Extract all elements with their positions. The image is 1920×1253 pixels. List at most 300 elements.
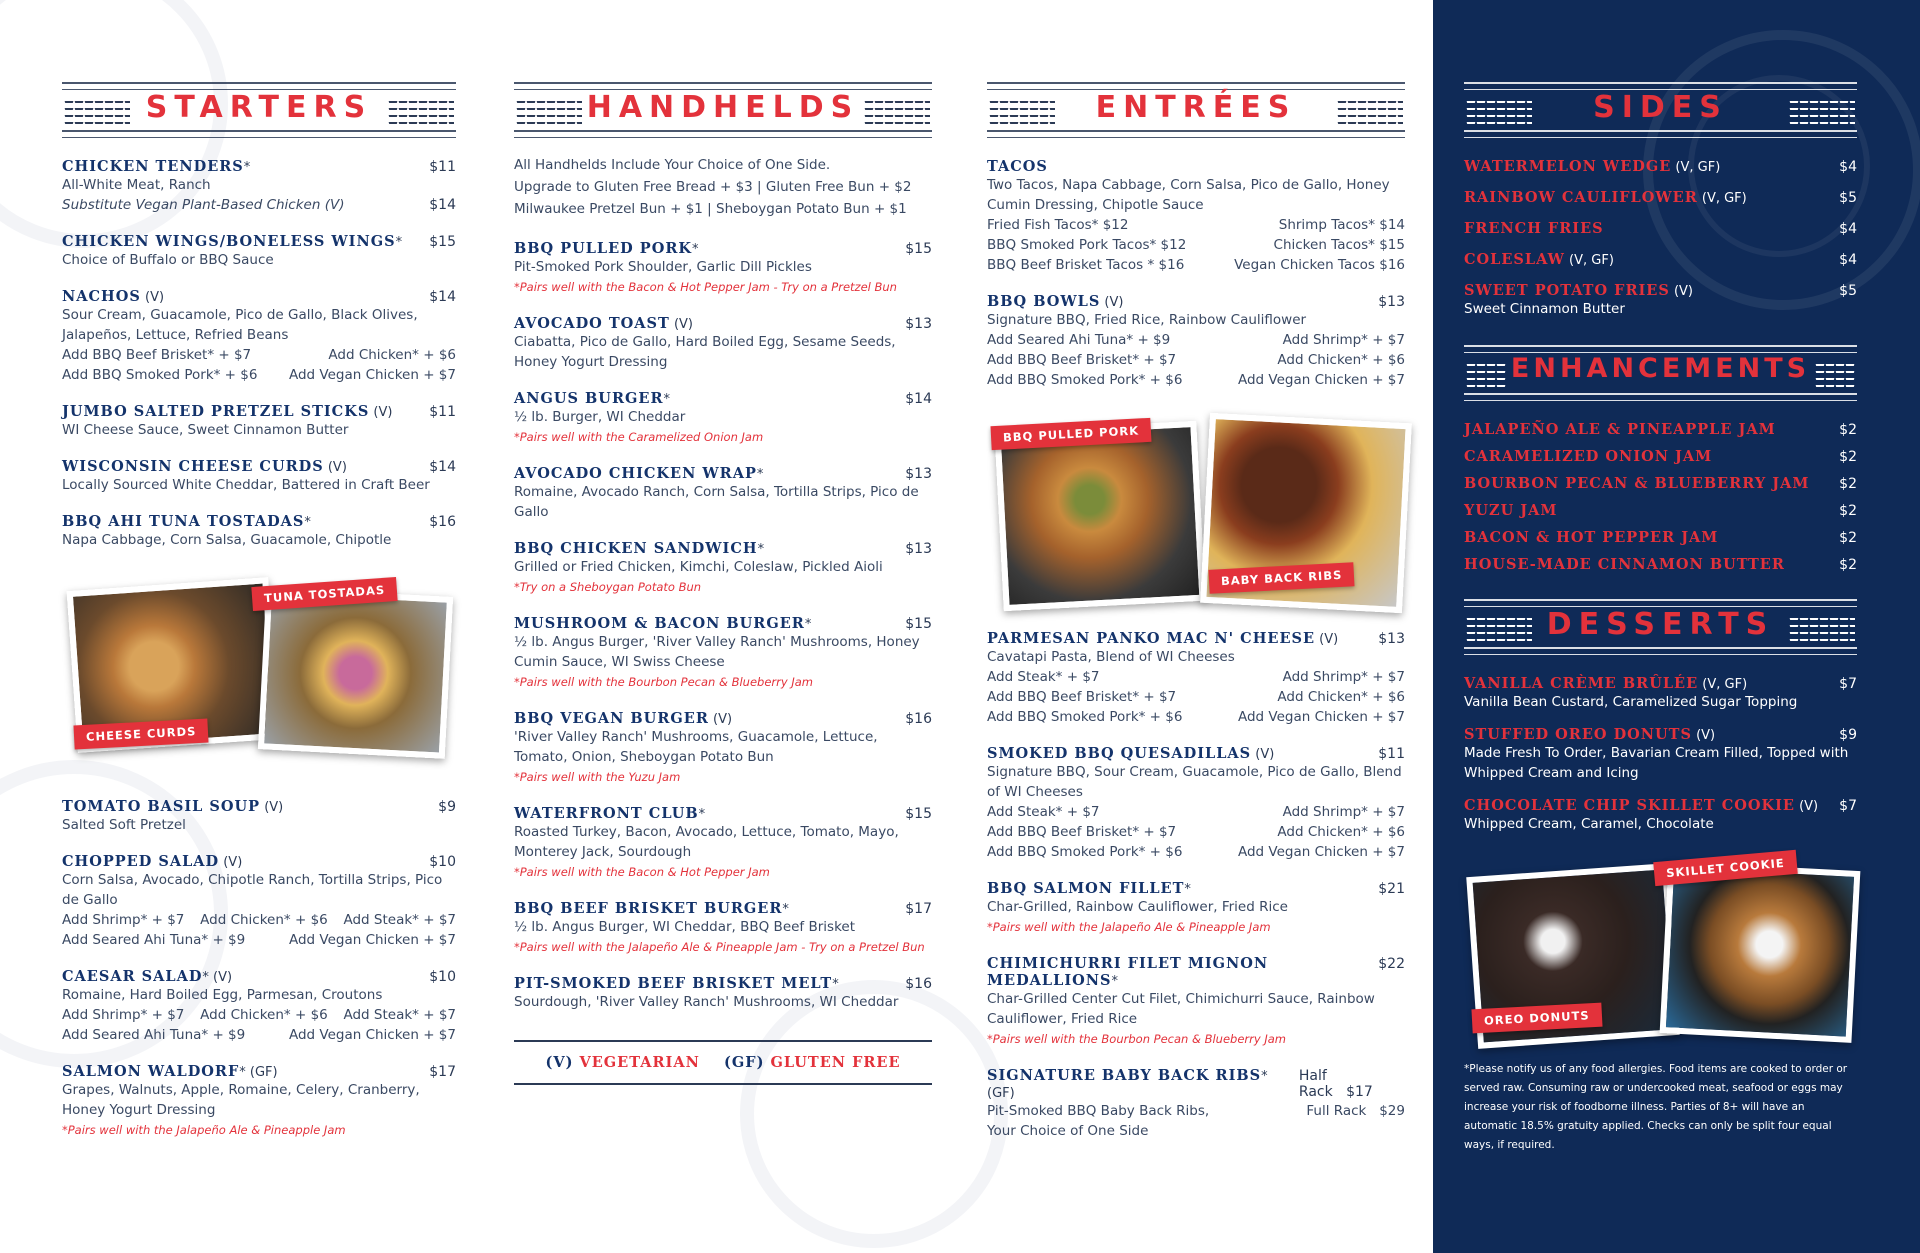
- item-title: TOMATO BASIL SOUP: [62, 798, 261, 815]
- starters-list-2: [62, 798, 456, 1140]
- item-desc: ½ lb. Burger, WI Cheddar: [514, 409, 686, 425]
- item-star: *: [663, 392, 670, 407]
- item-row: [1464, 421, 1857, 438]
- item-row: [987, 880, 1405, 897]
- wave-icon: [1337, 96, 1403, 124]
- add-on: Add BBQ Beef Brisket* + $7: [987, 824, 1177, 840]
- item-star: *: [756, 467, 764, 482]
- item-title: AVOCADO TOAST: [514, 315, 670, 332]
- item-row: [62, 158, 456, 175]
- pairing-note: *Pairs well with the Caramelized Onion Jam: [514, 430, 764, 444]
- item-tag: (V): [208, 970, 233, 985]
- item-name: [987, 630, 1338, 647]
- item-title: WATERFRONT CLUB: [514, 805, 699, 822]
- add-on: Add Shrimp* + $7: [62, 1007, 185, 1023]
- item-title: STUFFED OREO DONUTS: [1464, 726, 1692, 743]
- intro-line: All Handhelds Include Your Choice of One Side.: [514, 157, 831, 173]
- menu-item: [1464, 448, 1857, 465]
- alt-price: $14: [429, 197, 456, 213]
- menu-item-bbq-bowls: [987, 293, 1405, 390]
- item-tag: (V): [669, 317, 693, 332]
- wave-icon: [1789, 96, 1855, 124]
- half-rack: Half Rack $17: [1298, 1068, 1373, 1100]
- item-row: [62, 853, 456, 870]
- section-title: ENHANCEMENTS: [1510, 353, 1811, 384]
- menu-item: [987, 880, 1405, 937]
- ribs-line: Pit-Smoked BBQ Baby Back Ribs, Full Rack $29: [987, 1103, 1405, 1119]
- item-title: HOUSE-MADE CINNAMON BUTTER: [1464, 556, 1785, 573]
- item-row: [1464, 475, 1857, 492]
- add-on: Add Vegan Chicken + $7: [1237, 844, 1405, 860]
- item-star: *: [202, 970, 209, 985]
- item-title: CHOCOLATE CHIP SKILLET COOKIE: [1464, 797, 1795, 814]
- menu-item: [62, 233, 456, 270]
- add-on: Add BBQ Beef Brisket* + $7: [62, 347, 252, 363]
- menu-item: [1464, 797, 1857, 834]
- handhelds-header: [514, 82, 932, 138]
- item-price: $17: [905, 901, 932, 917]
- add-ons-row: [987, 822, 1405, 842]
- item-title: BBQ PULLED PORK: [514, 240, 692, 257]
- item-star: *: [804, 617, 812, 632]
- item-price: $13: [905, 466, 932, 482]
- item-tag: (V): [323, 460, 347, 475]
- item-star: *: [782, 902, 789, 917]
- item-row: [987, 745, 1405, 762]
- item-name: [62, 458, 347, 475]
- item-row: [62, 968, 456, 985]
- entrees-list: [987, 630, 1405, 1049]
- item-row: [514, 975, 932, 992]
- item-row: [62, 798, 456, 815]
- item-title: SALMON WALDORF: [62, 1063, 240, 1080]
- item-star: *: [1111, 974, 1118, 989]
- menu-item: [514, 240, 932, 297]
- item-title: NACHOS: [62, 288, 141, 305]
- item-desc: Ciabatta, Pico de Gallo, Hard Boiled Egg, Sesame Seeds, Honey Yogurt Dressing: [514, 334, 896, 370]
- item-title: CAESAR SALAD: [62, 968, 203, 985]
- item-title: SMOKED BBQ QUESADILLAS: [987, 745, 1252, 762]
- menu-item: [1464, 220, 1857, 237]
- section-title: SIDES: [1593, 90, 1728, 125]
- item-desc: Grapes, Walnuts, Apple, Romaine, Celery, Cranberry, Honey Yogurt Dressing: [62, 1082, 420, 1118]
- add-ons-row: [62, 930, 456, 950]
- item-price: $15: [905, 616, 932, 632]
- add-ons-row: [62, 1025, 456, 1045]
- pairing-note: *Pairs well with the Bacon & Hot Pepper Jam - Try on a Pretzel Bun: [514, 280, 897, 294]
- item-row: [514, 315, 932, 332]
- handhelds-column: [514, 82, 932, 1085]
- item-name: [987, 955, 1378, 989]
- starters-header: [62, 82, 456, 138]
- item-row: [1464, 502, 1857, 519]
- wave-icon: [388, 96, 454, 124]
- item-name: [514, 540, 764, 557]
- starters-column: [62, 82, 456, 1158]
- item-desc: 'River Valley Ranch' Mushrooms, Guacamole, Lettuce, Tomato, Onion, Sheboygan Potato Bun: [514, 729, 878, 765]
- add-ons-row: [62, 365, 456, 385]
- add-on: Add Chicken* + $6: [1277, 352, 1405, 368]
- item-desc: Romaine, Avocado Ranch, Corn Salsa, Tortilla Strips, Pico de Gallo: [514, 484, 919, 520]
- item-desc: Char-Grilled, Rainbow Cauliflower, Fried Rice: [987, 899, 1288, 915]
- taco-row: [987, 215, 1405, 235]
- add-on: Add Chicken* + $6: [1277, 824, 1405, 840]
- starters-photos: [62, 578, 456, 778]
- item-title: WATERMELON WEDGE: [1464, 158, 1672, 175]
- desserts-list: [1464, 675, 1857, 834]
- item-name: [1464, 529, 1718, 546]
- add-on: Add Steak* + $7: [987, 804, 1100, 820]
- item-row: [514, 465, 932, 482]
- item-row: [514, 900, 932, 917]
- item-title: BBQ SALMON FILLET: [987, 880, 1185, 897]
- add-on: Add BBQ Smoked Pork* + $6: [987, 372, 1183, 388]
- skillet-cookie-photo: [1660, 861, 1861, 1043]
- entrees-photos: [987, 418, 1405, 608]
- wave-icon: [864, 96, 930, 124]
- item-star: *: [692, 242, 699, 257]
- entrees-column: [987, 82, 1405, 1159]
- item-name: TACOS: [987, 158, 1048, 175]
- item-price: $13: [905, 316, 932, 332]
- item-name: [514, 465, 763, 482]
- item-price: $4: [1839, 252, 1857, 268]
- item-price: $15: [905, 241, 932, 257]
- alt-desc: Substitute Vegan Plant-Based Chicken (V): [62, 197, 345, 213]
- item-row: [62, 458, 456, 475]
- taco-option: Shrimp Tacos* $14: [1278, 217, 1405, 233]
- item-tag: (V): [1691, 728, 1716, 743]
- menu-item: [62, 158, 456, 215]
- item-name: [62, 288, 164, 305]
- add-ons-row: [62, 910, 456, 930]
- add-on: Add BBQ Beef Brisket* + $7: [987, 352, 1177, 368]
- item-name: [1464, 475, 1809, 492]
- section-title: DESSERTS: [1546, 607, 1775, 642]
- item-name: [1464, 726, 1715, 743]
- item-price: $2: [1839, 422, 1857, 438]
- full-rack: Full Rack $29: [1306, 1103, 1405, 1119]
- menu-item: [1464, 475, 1857, 492]
- item-tag: (V): [1669, 284, 1693, 299]
- item-desc: Salted Soft Pretzel: [62, 817, 186, 833]
- item-name: [514, 900, 789, 917]
- item-desc: Cavatapi Pasta, Blend of WI Cheeses: [987, 649, 1235, 665]
- item-desc: Roasted Turkey, Bacon, Avocado, Lettuce, Tomato, Mayo, Monterey Jack, Sourdough: [514, 824, 899, 860]
- section-title: HANDHELDS: [586, 90, 860, 125]
- item-desc: Char-Grilled Center Cut Filet, Chimichurri Sauce, Rainbow Cauliflower, Fried Rice: [987, 991, 1375, 1027]
- menu-item: [1464, 726, 1857, 783]
- item-desc: Grilled or Fried Chicken, Kimchi, Coleslaw, Pickled Aioli: [514, 559, 883, 575]
- item-price: $5: [1839, 190, 1857, 206]
- legend-key: (V): [545, 1054, 574, 1071]
- item-row: [62, 288, 456, 305]
- item-price: $13: [1378, 631, 1405, 647]
- item-price: $2: [1839, 503, 1857, 519]
- add-on: Add Shrimp* + $7: [1282, 332, 1405, 348]
- item-price: $7: [1839, 676, 1857, 692]
- menu-item: [62, 288, 456, 385]
- taco-option: BBQ Smoked Pork Tacos* $12: [987, 237, 1187, 253]
- menu-item: [1464, 556, 1857, 573]
- menu-item: [62, 968, 456, 1045]
- item-star: *: [757, 542, 765, 557]
- add-on: Add Steak* + $7: [987, 669, 1100, 685]
- item-price: $10: [429, 854, 456, 870]
- taco-row: [987, 235, 1405, 255]
- item-desc: Locally Sourced White Cheddar, Battered in Craft Beer: [62, 477, 430, 493]
- add-ons-row: [62, 345, 456, 365]
- legend-value: GLUTEN FREE: [770, 1054, 901, 1071]
- item-tag: (V): [1315, 632, 1339, 647]
- item-tag: (V, GF): [1671, 160, 1721, 175]
- item-price: $14: [429, 289, 456, 305]
- item-star: *: [832, 977, 839, 992]
- item-price: $2: [1839, 557, 1857, 573]
- item-star: *: [395, 235, 403, 250]
- item-desc: ½ lb. Angus Burger, WI Cheddar, BBQ Beef Brisket: [514, 919, 856, 935]
- item-row: [1464, 189, 1857, 206]
- add-on: Add Steak* + $7: [343, 1007, 456, 1023]
- item-name: [514, 975, 839, 992]
- sides-list: [1464, 158, 1857, 319]
- add-on: Add Chicken* + $6: [1277, 689, 1405, 705]
- item-desc: ½ lb. Angus Burger, 'River Valley Ranch' Mushrooms, Honey Cumin Sauce, WI Swiss Cheese: [514, 634, 920, 670]
- item-price: $21: [1378, 881, 1405, 897]
- item-row: [514, 615, 932, 632]
- taco-option: Vegan Chicken Tacos $16: [1234, 257, 1405, 273]
- add-on: Add Vegan Chicken + $7: [288, 367, 456, 383]
- item-desc: All-White Meat, Ranch: [62, 177, 211, 193]
- item-star: *: [1184, 882, 1191, 897]
- item-price: $2: [1839, 530, 1857, 546]
- pairing-note: *Pairs well with the Bacon & Hot Pepper Jam: [514, 865, 770, 879]
- item-desc: Choice of Buffalo or BBQ Sauce: [62, 252, 274, 268]
- add-on: Add Chicken* + $6: [328, 347, 456, 363]
- item-price: $16: [905, 976, 932, 992]
- add-on: Add Chicken* + $6: [200, 1007, 328, 1023]
- item-price: $14: [429, 459, 456, 475]
- item-price: $22: [1378, 956, 1405, 972]
- taco-option: Fried Fish Tacos* $12: [987, 217, 1129, 233]
- item-name: [1464, 556, 1785, 573]
- item-row: [1464, 251, 1857, 268]
- add-ons-row: [62, 1005, 456, 1025]
- menu-item: [1464, 251, 1857, 268]
- item-desc: Napa Cabbage, Corn Salsa, Guacamole, Chipotle: [62, 532, 392, 548]
- item-desc: Corn Salsa, Avocado, Chipotle Ranch, Tortilla Strips, Pico de Gallo: [62, 872, 443, 908]
- item-price: $9: [1839, 727, 1857, 743]
- item-name: [514, 315, 693, 332]
- item-tag: (V): [369, 405, 393, 420]
- item-star: *: [243, 160, 251, 175]
- taco-option: Chicken Tacos* $15: [1273, 237, 1405, 253]
- item-name: [62, 513, 311, 530]
- item-title: COLESLAW: [1464, 251, 1565, 268]
- menu-item: [514, 805, 932, 882]
- add-on: Add Vegan Chicken + $7: [288, 932, 456, 948]
- menu-item: [1464, 675, 1857, 712]
- item-name: [62, 158, 250, 175]
- item-desc: Pit-Smoked Pork Shoulder, Garlic Dill Pickles: [514, 259, 812, 275]
- menu-item: [514, 975, 932, 1012]
- item-price: $13: [1378, 294, 1405, 310]
- oreo-donuts-label: OREO DONUTS: [1471, 1003, 1602, 1034]
- item-tag: (V, GF): [1697, 191, 1747, 206]
- item-row: [62, 1063, 456, 1080]
- sides-header: [1464, 82, 1857, 138]
- item-name: [514, 710, 732, 727]
- item-row: [514, 240, 932, 257]
- item-price: $4: [1839, 159, 1857, 175]
- item-title: WISCONSIN CHEESE CURDS: [62, 458, 324, 475]
- item-price: $15: [429, 234, 456, 250]
- menu-item: [514, 540, 932, 597]
- item-row: [1464, 556, 1857, 573]
- wave-icon: [1815, 359, 1855, 387]
- add-ons-row: [987, 802, 1405, 822]
- tacos-options: [987, 215, 1405, 275]
- add-on: Add Vegan Chicken + $7: [288, 1027, 456, 1043]
- item-price: $2: [1839, 449, 1857, 465]
- item-row: [1464, 529, 1857, 546]
- add-ons-row: [987, 330, 1405, 350]
- menu-item: [514, 615, 932, 692]
- item-row: [987, 293, 1405, 310]
- add-on: Add BBQ Smoked Pork* + $6: [62, 367, 258, 383]
- menu-item: [1464, 529, 1857, 546]
- item-tag: (V): [1251, 747, 1275, 762]
- taco-option: BBQ Beef Brisket Tacos * $16: [987, 257, 1185, 273]
- item-row: [62, 513, 456, 530]
- item-title: PIT-SMOKED BEEF BRISKET MELT: [514, 975, 833, 992]
- menu-item: [62, 853, 456, 950]
- item-name: [987, 293, 1123, 310]
- item-row: [987, 630, 1405, 647]
- section-title: ENTRÉES: [1095, 90, 1297, 125]
- item-title: CHICKEN WINGS/BONELESS WINGS: [62, 233, 396, 250]
- item-price: $16: [429, 514, 456, 530]
- section-title: STARTERS: [145, 90, 373, 125]
- item-name: [62, 233, 402, 250]
- item-title: BBQ BEEF BRISKET BURGER: [514, 900, 783, 917]
- taco-row: [987, 255, 1405, 275]
- intro-line: Upgrade to Gluten Free Bread + $3 | Gluten Free Bun + $2: [514, 179, 912, 195]
- add-on: Add BBQ Smoked Pork* + $6: [987, 709, 1183, 725]
- menu-item-tacos: [987, 158, 1405, 275]
- add-ons-row: [987, 687, 1405, 707]
- menu-item: [514, 710, 932, 787]
- item-name: [514, 390, 670, 407]
- item-price: $4: [1839, 221, 1857, 237]
- item-tag: (GF): [245, 1065, 278, 1080]
- menu-item: [514, 390, 932, 447]
- item-title: BACON & HOT PEPPER JAM: [1464, 529, 1719, 546]
- alt-row: [62, 195, 456, 215]
- cheese-curds-label: CHEESE CURDS: [73, 718, 208, 749]
- item-title: YUZU JAM: [1464, 502, 1558, 519]
- item-row: [1464, 797, 1857, 814]
- item-title: VANILLA CRÈME BRÛLÉE: [1464, 675, 1699, 692]
- item-tag: (V): [1794, 799, 1819, 814]
- menu-item: [987, 745, 1405, 862]
- menu-item: [62, 458, 456, 495]
- item-title: SWEET POTATO FRIES: [1464, 282, 1670, 299]
- pairing-note: *Pairs well with the Yuzu Jam: [514, 770, 681, 784]
- item-desc: Sweet Cinnamon Butter: [1464, 301, 1625, 317]
- add-on: Add Vegan Chicken + $7: [1237, 372, 1405, 388]
- allergy-note: *Please notify us of any food allergies. Food items are cooked to order or served raw. Consuming raw or undercooked meat, seafood or eggs may increase your risk of foodborne illness. Parties of 8+ will have an automatic 18.5% gratuity applied. Checks can only be split four equal ways, if required.: [1464, 1063, 1848, 1151]
- handhelds-intro: [514, 154, 932, 220]
- item-name: [62, 1063, 278, 1080]
- item-row: [1464, 282, 1857, 299]
- sides-column: [1464, 82, 1857, 1155]
- item-price: $16: [905, 711, 932, 727]
- menu-item: [1464, 158, 1857, 175]
- menu-item: [62, 513, 456, 550]
- skillet-cookie-label: SKILLET COOKIE: [1653, 850, 1797, 886]
- add-on: Add Shrimp* + $7: [1282, 804, 1405, 820]
- item-tag: (V): [260, 800, 284, 815]
- item-title: CHOPPED SALAD: [62, 853, 220, 870]
- item-name: [1464, 675, 1747, 692]
- item-name: [1464, 189, 1747, 206]
- item-price: $11: [429, 404, 456, 420]
- item-price: $11: [429, 159, 456, 175]
- item-title: BBQ CHICKEN SANDWICH: [514, 540, 758, 557]
- item-desc: Your Choice of One Side: [987, 1123, 1149, 1139]
- item-desc: Sour Cream, Guacamole, Pico de Gallo, Black Olives, Jalapeños, Lettuce, Refried Beans: [62, 307, 418, 343]
- entrees-header: [987, 82, 1405, 138]
- menu-item: [62, 403, 456, 440]
- add-ons-row: [987, 350, 1405, 370]
- pairing-note: *Pairs well with the Bourbon Pecan & Blueberry Jam: [514, 675, 813, 689]
- item-name: [1464, 158, 1720, 175]
- add-on: Add Seared Ahi Tuna* + $9: [62, 932, 246, 948]
- item-desc: Vanilla Bean Custard, Caramelized Sugar Topping: [1464, 694, 1798, 710]
- tuna-tostadas-label: TUNA TOSTADAS: [251, 577, 398, 611]
- item-name: [987, 880, 1191, 897]
- item-desc: Made Fresh To Order, Bavarian Cream Filled, Topped with Whipped Cream and Icing: [1464, 745, 1849, 781]
- item-star: *: [239, 1065, 246, 1080]
- item-title: BBQ BOWLS: [987, 293, 1101, 310]
- item-row: [514, 710, 932, 727]
- starters-list: [62, 158, 456, 550]
- menu-item: [62, 798, 456, 835]
- add-ons-row: [987, 667, 1405, 687]
- item-price: $5: [1839, 283, 1857, 299]
- wave-icon: [1789, 613, 1855, 641]
- menu-item: [62, 1063, 456, 1140]
- item-row: [514, 540, 932, 557]
- item-title: CHICKEN TENDERS: [62, 158, 244, 175]
- item-price: $13: [905, 541, 932, 557]
- add-on: Add BBQ Smoked Pork* + $6: [987, 844, 1183, 860]
- item-name: [62, 403, 392, 420]
- item-star: *: [698, 807, 706, 822]
- add-ons-row: [987, 842, 1405, 862]
- item-price: $11: [1378, 746, 1405, 762]
- baby-back-ribs-label: BABY BACK RIBS: [1208, 562, 1354, 594]
- item-title: FRENCH FRIES: [1464, 220, 1604, 237]
- item-name: [514, 615, 811, 632]
- desserts-photos: [1464, 856, 1857, 1042]
- pairing-note: *Pairs well with the Jalapeño Ale & Pineapple Jam: [987, 920, 1271, 934]
- item-title: AVOCADO CHICKEN WRAP: [514, 465, 757, 482]
- item-title: JALAPEÑO ALE & PINEAPPLE JAM: [1464, 421, 1776, 438]
- item-title: BBQ VEGAN BURGER: [514, 710, 709, 727]
- menu-item: [987, 955, 1405, 1049]
